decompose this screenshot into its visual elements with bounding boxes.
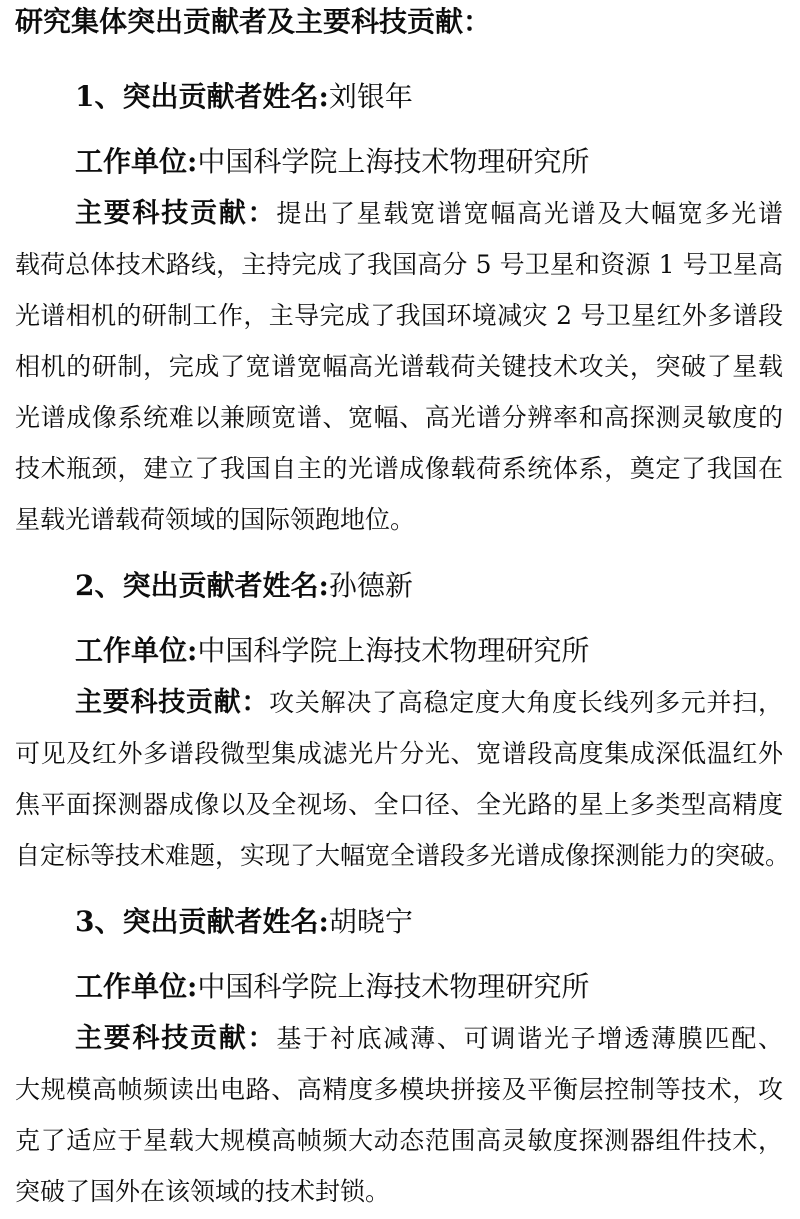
contribution-line: 焦平面探测器成像以及全视场、全口径、全光路的星上多类型高精度 xyxy=(15,790,783,819)
contribution-line: 克了适应于星载大规模高帧频大动态范围高灵敏度探测器组件技术， xyxy=(15,1126,783,1155)
contributor-section-1 xyxy=(15,71,800,545)
contribution-paragraph xyxy=(15,1013,800,1217)
contribution-line: 载荷总体技术路线，主持完成了我国高分 5 号卫星和资源 1 号卫星高 xyxy=(15,250,783,279)
contribution-line: 大规模高帧频读出电路、高精度多模块拼接及平衡层控制等技术，攻 xyxy=(15,1075,783,1104)
contribution-line: 技术瓶颈，建立了我国自主的光谱成像载荷系统体系，奠定了我国在 xyxy=(15,454,783,483)
page-heading: 研究集体突出贡献者及主要科技贡献： xyxy=(15,5,492,38)
contributor-name-line xyxy=(15,896,783,947)
work-unit-value: 中国科学院上海技术物理研究所 xyxy=(197,970,590,1003)
contribution-text: 基于衬底减薄、可调谐光子增透薄膜匹配、 xyxy=(276,1024,783,1053)
contributor-name-label: 3、突出贡献者姓名: xyxy=(75,905,329,938)
contribution-text: 攻关解决了高稳定度大角度长线列多元并扫， xyxy=(269,688,784,717)
contributor-name: 刘银年 xyxy=(328,80,413,113)
contribution-line: 可见及红外多谱段微型集成滤光片分光、宽谱段高度集成深低温红外 xyxy=(15,739,783,768)
work-unit-line xyxy=(15,136,783,187)
contribution-line: 突破了国外在该领域的技术封锁。 xyxy=(15,1177,391,1206)
work-unit-label: 工作单位: xyxy=(75,145,198,178)
work-unit-value: 中国科学院上海技术物理研究所 xyxy=(197,145,590,178)
contribution-label: 主要科技贡献： xyxy=(75,1023,277,1054)
contributor-name: 胡晓宁 xyxy=(328,905,413,938)
contribution-line xyxy=(15,1013,783,1064)
contribution-line xyxy=(15,677,783,728)
contributor-section-2 xyxy=(15,560,800,881)
contribution-text: 提出了星载宽谱宽幅高光谱及大幅宽多光谱 xyxy=(276,199,783,228)
contributor-name-line xyxy=(15,71,783,122)
contribution-label: 主要科技贡献： xyxy=(75,198,277,229)
contribution-line: 光谱相机的研制工作，主导完成了我国环境减灾 2 号卫星红外多谱段 xyxy=(15,301,783,330)
contribution-line: 星载光谱载荷领域的国际领跑地位。 xyxy=(15,505,416,534)
contributor-name-label: 2、突出贡献者姓名: xyxy=(75,569,329,602)
contribution-paragraph xyxy=(15,188,800,545)
work-unit-value: 中国科学院上海技术物理研究所 xyxy=(197,634,590,667)
work-unit-line xyxy=(15,625,783,676)
contribution-label: 主要科技贡献： xyxy=(75,687,270,718)
contribution-line: 相机的研制，完成了宽谱宽幅高光谱载荷关键技术攻关，突破了星载 xyxy=(15,352,783,381)
contributor-name-label: 1、突出贡献者姓名: xyxy=(75,80,329,113)
contributor-name-line xyxy=(15,560,783,611)
contributor-name: 孙德新 xyxy=(328,569,413,602)
contribution-line xyxy=(15,188,783,239)
work-unit-label: 工作单位: xyxy=(75,634,198,667)
contributor-section-3 xyxy=(15,896,800,1217)
contribution-line: 自定标等技术难题，实现了大幅宽全谱段多光谱成像探测能力的突破。 xyxy=(15,841,791,870)
work-unit-label: 工作单位: xyxy=(75,970,198,1003)
contribution-line: 光谱成像系统难以兼顾宽谱、宽幅、高光谱分辨率和高探测灵敏度的 xyxy=(15,403,783,432)
work-unit-line xyxy=(15,961,783,1012)
contribution-paragraph xyxy=(15,677,800,881)
